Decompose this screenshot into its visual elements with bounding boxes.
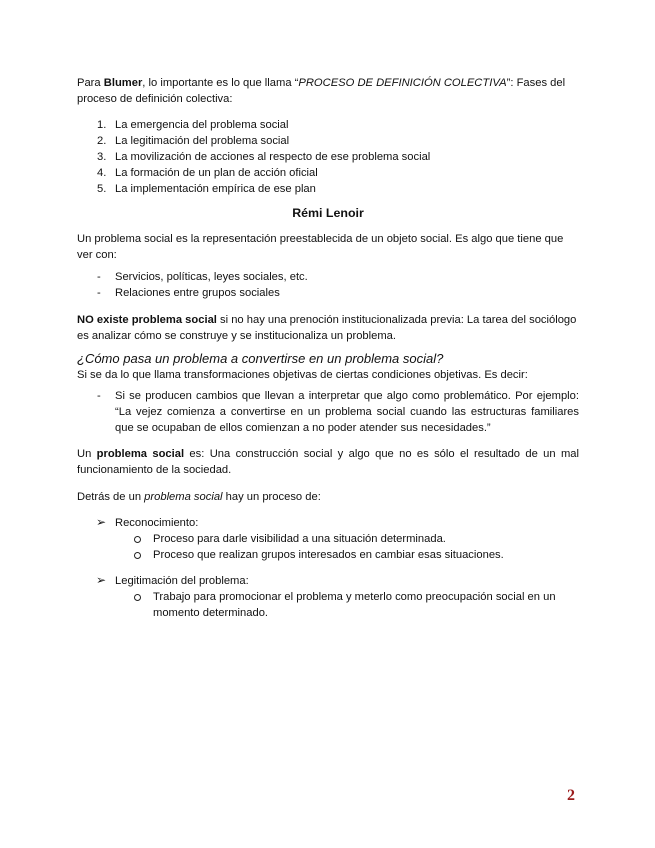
intro-paragraph xyxy=(77,75,579,107)
list-item-text: La formación de un plan de acción oficial xyxy=(115,167,318,179)
sub-list-item xyxy=(115,589,579,621)
author-blumer: Blumer xyxy=(103,77,143,89)
arrow-bullet-icon: ➢ xyxy=(96,515,107,529)
phases-list xyxy=(77,117,579,197)
definition-post: es: Una construcción social y algo que no es sólo el resultado de un mal funcionamiento de la sociedad. xyxy=(77,448,579,476)
list-item xyxy=(77,117,579,133)
list-item xyxy=(77,388,579,436)
transform-list xyxy=(77,388,579,436)
intro-post: ”: Fases del proceso de definición colectiva: xyxy=(77,77,566,105)
dash-bullet: - xyxy=(97,287,101,299)
lenoir-list xyxy=(77,269,579,301)
definition-paragraph xyxy=(77,446,579,478)
list-item xyxy=(77,269,579,285)
circle-bullet-icon xyxy=(134,594,141,601)
list-item-text: La legitimación del problema social xyxy=(115,135,290,147)
transform-paragraph: Si se da lo que llama transformaciones objetivas de ciertas condiciones objetivas. Es decir: xyxy=(77,369,528,381)
circle-bullet-icon xyxy=(134,552,141,559)
detras-post: hay un proceso de: xyxy=(222,491,321,503)
page-number: 2 xyxy=(567,787,575,804)
no-existe-bold: NO existe problema social xyxy=(77,314,217,326)
list-item-text: La movilización de acciones al respecto de ese problema social xyxy=(115,151,431,163)
no-existe-rest: si no hay una prenoción institucionalizada previa: La tarea del sociólogo es analizar cómo se construye y se institucionaliza un problema. xyxy=(77,314,577,342)
list-item xyxy=(77,133,579,149)
sub-list xyxy=(115,589,579,621)
detras-pre: Detrás de un xyxy=(77,491,145,503)
list-item-text: Relaciones entre grupos sociales xyxy=(115,287,280,299)
list-item-text: Servicios, políticas, leyes sociales, etc. xyxy=(115,271,308,283)
no-existe-paragraph xyxy=(77,312,579,344)
list-number: 2. xyxy=(97,135,107,147)
list-item xyxy=(77,149,579,165)
question-heading: ¿Cómo pasa un problema a convertirse en un problema social? xyxy=(77,351,444,366)
sub-list-item xyxy=(115,531,579,547)
sub-list xyxy=(115,531,579,563)
section-title: Rémi Lenoir xyxy=(292,206,364,220)
list-item xyxy=(77,285,579,301)
list-item xyxy=(77,515,579,563)
process-list xyxy=(77,515,579,621)
sub-item-text: Trabajo para promocionar el problema y meterlo como preocupación social en un momento determinado. xyxy=(153,591,556,619)
list-number: 1. xyxy=(97,119,107,131)
detras-paragraph xyxy=(77,489,579,505)
dash-bullet: - xyxy=(97,390,101,402)
list-item-text: La emergencia del problema social xyxy=(115,119,289,131)
definition-bold: problema social xyxy=(96,448,185,460)
definition-pre: Un xyxy=(77,448,97,460)
list-number: 3. xyxy=(97,151,107,163)
process-label: Reconocimiento: xyxy=(115,517,199,529)
circle-bullet-icon xyxy=(134,536,141,543)
list-item xyxy=(77,165,579,181)
process-label: Legitimación del problema: xyxy=(115,575,249,587)
collective-definition-term: PROCESO DE DEFINICIÓN COLECTIVA xyxy=(298,77,507,89)
sub-item-text: Proceso que realizan grupos interesados en cambiar esas situaciones. xyxy=(153,549,504,561)
dash-bullet: - xyxy=(97,271,101,283)
list-number: 4. xyxy=(97,167,107,179)
intro-pre: Para xyxy=(77,77,104,89)
lenoir-paragraph: Un problema social es la representación preestablecida de un objeto social. Es algo que tiene que ver con: xyxy=(77,233,564,261)
list-number: 5. xyxy=(97,183,107,195)
page-content xyxy=(77,75,579,631)
list-item-text: Si se producen cambios que llevan a interpretar que algo como problemático. Por ejemplo: “La vejez comienza a convertirse en un problema social cuando las estructuras familiares que se ocupaban de ellos comienzan a no poder atender sus necesidades.” xyxy=(115,390,579,434)
sub-list-item xyxy=(115,547,579,563)
intro-mid: , lo importante es lo que llama “ xyxy=(142,77,299,89)
list-item xyxy=(77,181,579,197)
arrow-bullet-icon: ➢ xyxy=(96,573,107,587)
list-item xyxy=(77,573,579,621)
list-item-text: La implementación empírica de ese plan xyxy=(115,183,316,195)
detras-em: problema social xyxy=(144,491,223,503)
sub-item-text: Proceso para darle visibilidad a una situación determinada. xyxy=(153,533,446,545)
